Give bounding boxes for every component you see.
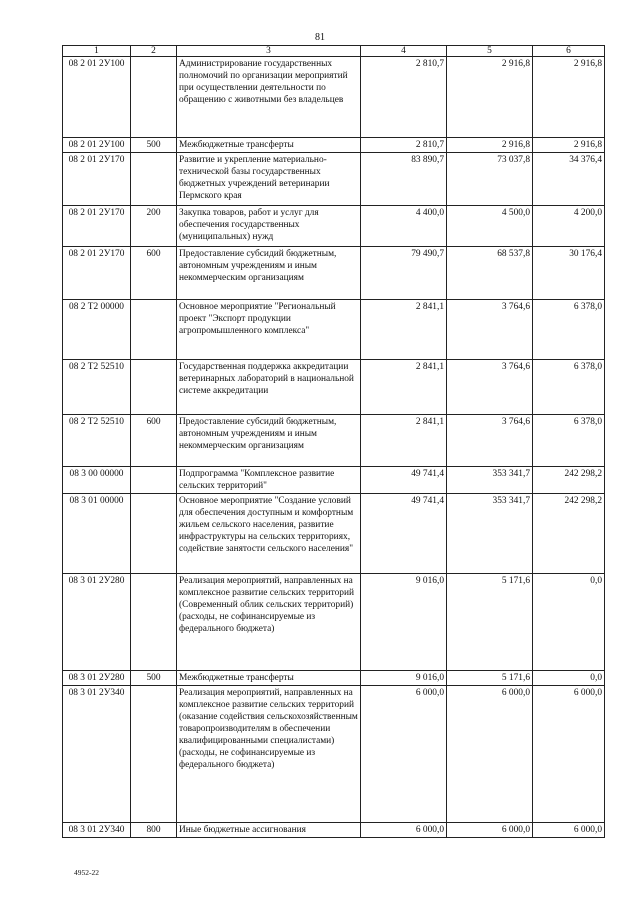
budget-table [62, 45, 605, 838]
table-row [63, 206, 605, 247]
table-row [63, 574, 605, 671]
table-row [63, 494, 605, 574]
row-name: Межбюджетные трансферты [177, 671, 361, 686]
row-expense-type [131, 57, 177, 138]
row-expense-type: 600 [131, 415, 177, 467]
row-value-col5: 3 764,6 [447, 300, 533, 360]
row-value-col6: 34 376,4 [533, 153, 605, 206]
row-code: 08 2 01 2У100 [63, 138, 131, 153]
row-expense-type [131, 467, 177, 494]
row-value-col6: 242 298,2 [533, 467, 605, 494]
row-expense-type: 500 [131, 671, 177, 686]
row-value-col4: 49 741,4 [361, 467, 447, 494]
table-row [63, 467, 605, 494]
row-name: Иные бюджетные ассигнования [177, 823, 361, 838]
row-code: 08 2 01 2У170 [63, 247, 131, 300]
row-code: 08 2 Т2 00000 [63, 300, 131, 360]
row-value-col4: 2 841,1 [361, 360, 447, 415]
table-row [63, 671, 605, 686]
row-code: 08 3 01 2У280 [63, 671, 131, 686]
row-value-col5: 5 171,6 [447, 671, 533, 686]
row-value-col5: 6 000,0 [447, 823, 533, 838]
row-value-col4: 6 000,0 [361, 686, 447, 823]
row-name: Реализация мероприятий, направленных на комплексное развитие сельских территорий (оказание содействия сельскохозяйственным товаропроизводителям в обеспечении квалифицированными специалистами) (расходы, не софинансируемые из федерального бюджета) [177, 686, 361, 823]
row-value-col5: 5 171,6 [447, 574, 533, 671]
row-value-col5: 353 341,7 [447, 494, 533, 574]
row-value-col4: 2 841,1 [361, 415, 447, 467]
row-expense-type [131, 574, 177, 671]
row-value-col6: 6 378,0 [533, 300, 605, 360]
row-value-col6: 2 916,8 [533, 57, 605, 138]
row-value-col6: 242 298,2 [533, 494, 605, 574]
row-expense-type [131, 300, 177, 360]
row-name: Основное мероприятие "Региональный проект "Экспорт продукции агропромышленного комплекса" [177, 300, 361, 360]
row-expense-type [131, 494, 177, 574]
row-value-col6: 2 916,8 [533, 138, 605, 153]
header-col-4: 4 [361, 46, 447, 57]
row-code: 08 3 01 2У280 [63, 574, 131, 671]
row-expense-type: 500 [131, 138, 177, 153]
table-row [63, 360, 605, 415]
row-value-col4: 2 810,7 [361, 57, 447, 138]
row-code: 08 3 01 2У340 [63, 823, 131, 838]
table-row [63, 415, 605, 467]
row-value-col5: 3 764,6 [447, 360, 533, 415]
row-code: 08 2 Т2 52510 [63, 415, 131, 467]
row-value-col5: 68 537,8 [447, 247, 533, 300]
row-expense-type [131, 686, 177, 823]
table-row [63, 823, 605, 838]
row-value-col4: 49 741,4 [361, 494, 447, 574]
header-col-1: 1 [63, 46, 131, 57]
row-value-col6: 6 000,0 [533, 686, 605, 823]
row-value-col5: 2 916,8 [447, 57, 533, 138]
row-name: Администрирование государственных полномочий по организации мероприятий при осуществлении деятельности по обращению с животными без владельцев [177, 57, 361, 138]
row-value-col5: 2 916,8 [447, 138, 533, 153]
page-number: 81 [315, 32, 325, 43]
row-name: Подпрограмма "Комплексное развитие сельских территорий" [177, 467, 361, 494]
row-value-col5: 73 037,8 [447, 153, 533, 206]
row-value-col4: 9 016,0 [361, 574, 447, 671]
row-value-col6: 4 200,0 [533, 206, 605, 247]
row-expense-type: 800 [131, 823, 177, 838]
row-code: 08 2 01 2У170 [63, 153, 131, 206]
header-col-2: 2 [131, 46, 177, 57]
row-name: Развитие и укрепление материально-технической базы государственных бюджетных учреждений ветеринарии Пермского края [177, 153, 361, 206]
header-col-5: 5 [447, 46, 533, 57]
row-value-col4: 9 016,0 [361, 671, 447, 686]
row-expense-type [131, 153, 177, 206]
table-row [63, 247, 605, 300]
row-value-col4: 6 000,0 [361, 823, 447, 838]
row-value-col6: 6 000,0 [533, 823, 605, 838]
row-value-col5: 353 341,7 [447, 467, 533, 494]
row-name: Предоставление субсидий бюджетным, автономным учреждениям и иным некоммерческим организациям [177, 247, 361, 300]
row-name: Основное мероприятие "Создание условий для обеспечения доступным и комфортным жильем сельского населения, развитие инфраструктуры на сельских территориях, содействие занятости сельского населения" [177, 494, 361, 574]
row-code: 08 3 01 00000 [63, 494, 131, 574]
row-name: Закупка товаров, работ и услуг для обеспечения государственных (муниципальных) нужд [177, 206, 361, 247]
document-code: 4952-22 [74, 868, 99, 877]
row-code: 08 2 01 2У100 [63, 57, 131, 138]
header-col-3: 3 [177, 46, 361, 57]
row-value-col5: 6 000,0 [447, 686, 533, 823]
row-value-col4: 2 841,1 [361, 300, 447, 360]
row-name: Государственная поддержка аккредитации ветеринарных лабораторий в национальной системе аккредитации [177, 360, 361, 415]
row-value-col6: 6 378,0 [533, 415, 605, 467]
row-code: 08 3 01 2У340 [63, 686, 131, 823]
row-code: 08 3 00 00000 [63, 467, 131, 494]
row-name: Предоставление субсидий бюджетным, автономным учреждениям и иным некоммерческим организациям [177, 415, 361, 467]
row-value-col6: 6 378,0 [533, 360, 605, 415]
row-value-col6: 0,0 [533, 671, 605, 686]
row-value-col6: 0,0 [533, 574, 605, 671]
row-code: 08 2 Т2 52510 [63, 360, 131, 415]
header-row [63, 46, 605, 57]
table-row [63, 686, 605, 823]
table-row [63, 57, 605, 138]
row-expense-type: 200 [131, 206, 177, 247]
row-value-col4: 83 890,7 [361, 153, 447, 206]
row-value-col5: 4 500,0 [447, 206, 533, 247]
row-value-col6: 30 176,4 [533, 247, 605, 300]
row-expense-type [131, 360, 177, 415]
table-row [63, 138, 605, 153]
row-name: Межбюджетные трансферты [177, 138, 361, 153]
row-name: Реализация мероприятий, направленных на комплексное развитие сельских территорий (Современный облик сельских территорий) (расходы, не софинансируемые из федерального бюджета) [177, 574, 361, 671]
row-value-col4: 2 810,7 [361, 138, 447, 153]
row-value-col5: 3 764,6 [447, 415, 533, 467]
row-value-col4: 4 400,0 [361, 206, 447, 247]
row-value-col4: 79 490,7 [361, 247, 447, 300]
table-row [63, 153, 605, 206]
table-row [63, 300, 605, 360]
row-expense-type: 600 [131, 247, 177, 300]
header-col-6: 6 [533, 46, 605, 57]
row-code: 08 2 01 2У170 [63, 206, 131, 247]
